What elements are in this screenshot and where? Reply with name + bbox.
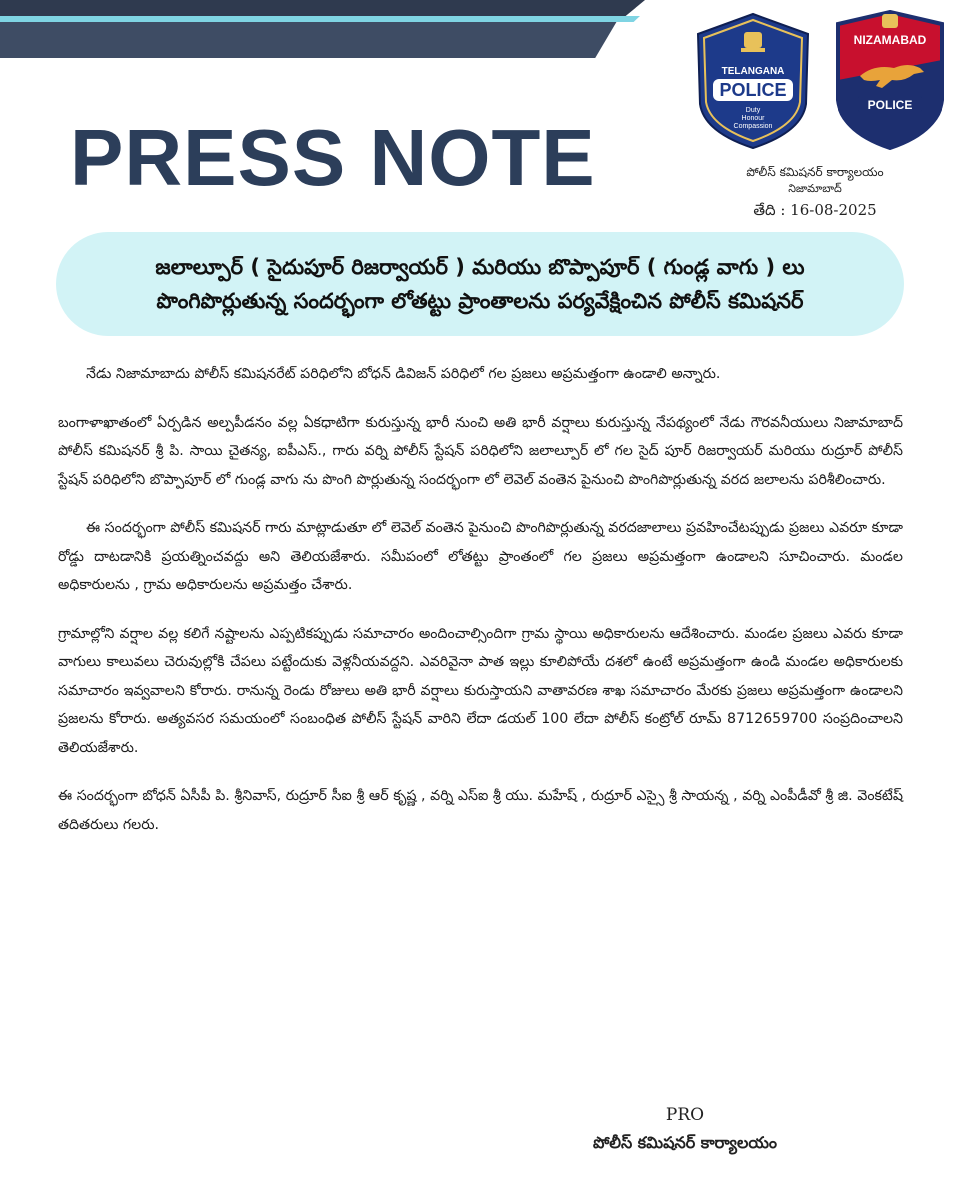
office-city: నిజామాబాద్ (788, 182, 842, 195)
paragraph-4: గ్రామాల్లోని వర్షాల వల్ల కలిగే నష్టాలను ఎప్పటికప్పుడు సమాచారం అందించాల్సిందిగా గ్రామ స్థాయి అధికారులను ఆదేశించారు. మండల ప్రజలు ఎవరు కూడా వాగులు కాలువలు చెరువుల్లోకి చేపలు పట్టేందుకు వెళ్లనీయవద్దని. ఎవరివైనా పాత ఇల్లు కూలిపోయే దశలో ఉంటే అప్రమత్తంగా ఉండి మండల అధికారులకు సమాచారం ఇవ్వవాలని కోరారు. రానున్న రెండు రోజులు అతి భారీ వర్షాలు కురుస్తాయని వాతావరణ శాఖ సమాచారం మేరకు ప్రజలు అప్రమత్తంగా ఉండాలని ప్రజలను కోరారు. అత్యవసర సమయంలో సంబంధిత పోలీస్ స్టేషన్ వారిని లేదా డయల్ 100 లేదా పోలీస్ కంట్రోల్ రూమ్ 8712659700 సంప్రదించాలని తెలియజేశారు. (58, 625, 903, 756)
office-name: పోలీస్ కమిషనర్ కార్యాలయం (746, 165, 884, 179)
paragraph-2: బంగాళాఖాతంలో ఏర్పడిన అల్పపీడనం వల్ల ఏకధాటిగా కురుస్తున్న భారీ నుంచి అతి భారీ వర్షాలు కురుస్తున్న నేపథ్యంలో నేడు గౌరవనీయులు నిజామాబాద్ పోలీస్ కమిషనర్ శ్రీ పి. సాయి చైతన్య, ఐపీఎస్., గారు వర్ని పోలీస్ స్టేషన్ పరిధిలోని జలాల్పూర్ లో గల సైద్ పూర్ రిజర్వాయర్ మరియు రుద్రూర్ పోలీస్ స్టేషన్ పరిధిలోని బొప్పాపూర్ లో గుండ్ల వాగు ను పొంగి పొర్లుతున్న సందర్భంగా లో లెవెల్ వంతెన పైనుంచి పొంగిపొర్లుతున్న వరద జలాలను పరిశీలించారు. (58, 414, 903, 488)
headline-line-2: పొంగిపొర్లుతున్న సందర్భంగా లోతట్టు ప్రాంతాలను పర్యవేక్షించిన పోలీస్ కమిషనర్ (156, 289, 804, 313)
press-date: తేది : 16-08-2025 (753, 201, 877, 219)
motto-duty: Duty (745, 107, 761, 114)
top-stripe-dark (0, 0, 645, 16)
press-note-title: PRESS NOTE (70, 113, 596, 202)
top-stripe-mid (0, 16, 620, 58)
office-address-block (700, 163, 930, 221)
telangana-name: TELANGANA (721, 66, 785, 77)
paragraph-1: నేడు నిజామాబాదు పోలీస్ కమిషనరేట్ పరిధిలోని బోధన్ డివిజన్ పరిధిలో గల ప్రజలు అప్రమత్తంగా ఉండాలి అన్నారు. (86, 366, 721, 382)
telangana-police-word: POLICE (719, 80, 787, 100)
signature-block (560, 1102, 810, 1158)
signature-pro: PRO (665, 1105, 705, 1125)
nizamabad-police-word: POLICE (867, 98, 913, 112)
press-body (58, 360, 903, 859)
signature-office: పోలీస్ కమిషనర్ కార్యాలయం (592, 1133, 778, 1152)
motto-compassion: Compassion (733, 123, 773, 130)
nizamabad-police-emblem-icon (834, 10, 946, 150)
motto-honour: Honour (741, 115, 765, 122)
telangana-police-emblem-icon (694, 12, 812, 150)
paragraph-5: ఈ సందర్భంగా బోధన్ ఏసీపీ పి. శ్రీనివాస్, రుద్రూర్ సీఐ శ్రీ ఆర్ కృష్ణ , వర్ని ఎస్ఐ శ్రీ యు. మహేష్ , రుద్రూర్ ఎస్సై శ్రీ సాయన్న , వర్ని ఎంపీడీవో శ్రీ జి. వెంకటేష్ తదితరులు గలరు. (58, 788, 903, 833)
paragraph-3: ఈ సందర్భంగా పోలీస్ కమిషనర్ గారు మాట్లాడుతూ లో లెవెల్ వంతెన పైనుంచి పొంగిపొర్లుతున్న వరదజాలాలు ప్రవహించేటప్పుడు ప్రజలు ఎవరూ కూడా రోడ్డు దాటడానికి ప్రయత్నించవద్దు అని తెలియజేశారు. సమీపంలో లోతట్టు ప్రాంతంలో గల ప్రజలు అప్రమత్తంగా ఉండాలని సూచించారు. మండల అధికారులను , గ్రామ అధికారులను అప్రమత్తం చేశారు. (58, 520, 903, 593)
nizamabad-name: NIZAMABAD (853, 33, 927, 47)
headline-line-1: జలాల్పూర్ ( సైదుపూర్ రిజర్వాయర్ ) మరియు బొప్పాపూర్ ( గుండ్ల వాగు ) లు (155, 255, 805, 279)
top-stripe-accent (0, 16, 640, 22)
headline-banner (56, 232, 904, 336)
